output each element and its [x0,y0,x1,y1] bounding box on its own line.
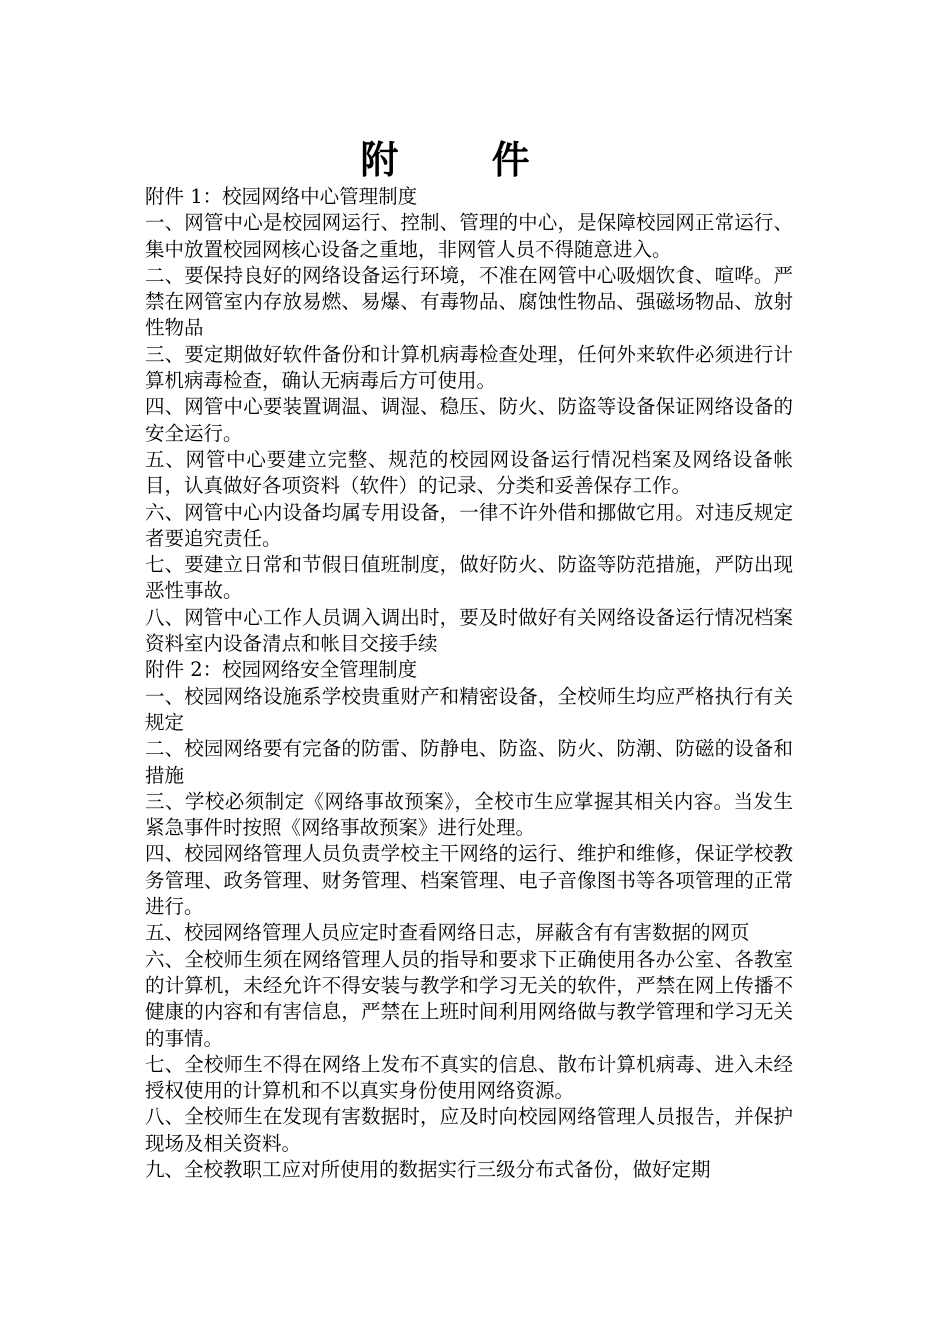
paragraph: 九、全校教职工应对所使用的数据实行三级分布式备份，做好定期 [145,1157,711,1181]
document-body [145,184,793,1183]
paragraph: 八、网管中心工作人员调入调出时，要及时做好有关网络设备运行情况档案资料室内设备清点和帐目交接手续 [145,605,793,656]
paragraph: 六、网管中心内设备均属专用设备，一律不许外借和挪做它用。对违反规定者要追究责任。 [145,500,793,550]
page-title: 附 件 [360,137,570,182]
paragraph: 八、全校师生在发现有害数据时，应及时向校园网络管理人员报告，并保护现场及相关资料。 [145,1105,793,1155]
paragraph: 六、全校师生须在网络管理人员的指导和要求下正确使用各办公室、各教室的计算机，未经允许不得安装与教学和学习无关的软件，严禁在网上传播不健康的内容和有害信息，严禁在上班时间利用网络做与教学管理和学习无关的事情。 [145,947,793,1050]
paragraph: 二、要保持良好的网络设备运行环境，不准在网管中心吸烟饮食、喧哗。严禁在网管室内存放易燃、易爆、有毒物品、腐蚀性物品、强磁场物品、放射性物品 [145,263,793,340]
paragraph: 四、网管中心要装置调温、调湿、稳压、防火、防盗等设备保证网络设备的安全运行。 [145,395,793,445]
paragraph: 五、网管中心要建立完整、规范的校园网设备运行情况档案及网络设备帐目，认真做好各项资料（软件）的记录、分类和妥善保存工作。 [145,447,793,498]
paragraph: 三、学校必须制定《网络事故预案》，全校市生应掌握其相关内容。当发生紧急事件时按照《网络事故预案》进行处理。 [145,789,793,840]
paragraph: 七、要建立日常和节假日值班制度，做好防火、防盗等防范措施，严防出现恶性事故。 [145,553,793,603]
paragraph: 七、全校师生不得在网络上发布不真实的信息、散布计算机病毒、进入未经授权使用的计算机和不以真实身份使用网络资源。 [145,1052,793,1103]
section-heading: 附件 2：校园网络安全管理制度 [145,658,418,682]
paragraph: 四、校园网络管理人员负责学校主干网络的运行、维护和维修，保证学校教务管理、政务管理、财务管理、档案管理、电子音像图书等各项管理的正常进行。 [145,842,793,919]
paragraph: 五、校园网络管理人员应定时查看网络日志，屏蔽含有有害数据的网页 [145,921,750,945]
paragraph: 三、要定期做好软件备份和计算机病毒检查处理，任何外来软件必须进行计算机病毒检查，确认无病毒后方可使用。 [145,342,793,393]
paragraph: 一、校园网络设施系学校贵重财产和精密设备，全校师生均应严格执行有关规定 [145,684,793,734]
paragraph: 一、网管中心是校园网运行、控制、管理的中心，是保障校园网正常运行、集中放置校园网核心设备之重地，非网管人员不得随意进入。 [145,211,793,261]
paragraph: 二、校园网络要有完备的防雷、防静电、防盗、防火、防潮、防磁的设备和措施 [145,737,793,787]
section-heading: 附件 1：校园网络中心管理制度 [145,185,418,208]
